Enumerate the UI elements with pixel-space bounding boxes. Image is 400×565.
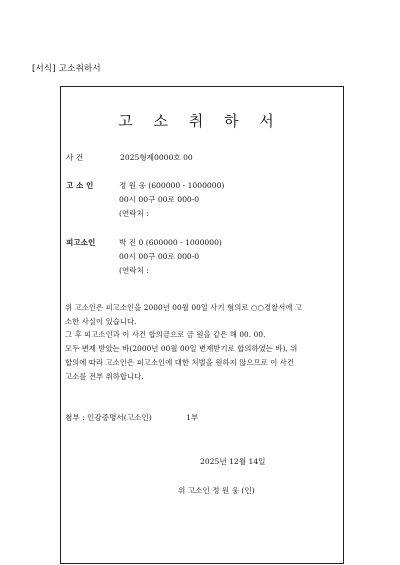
body-line: 모두 변제 받았는 바(2000년 00월 00일 변제받기로 합의하였는 바), 위 xyxy=(65,344,298,354)
body-line: 그 후 피고소인과 이 사건 합의금으로 금 원을 같은 해 00. 00. xyxy=(65,330,266,340)
complainant-name: 정 원 웅 (600000 - 1000000) xyxy=(119,181,225,190)
body-paragraph xyxy=(65,301,337,383)
signature-line: 위 고소인 정 원 웅 (인) xyxy=(178,486,255,495)
case-number: 2025형제0000호 00 xyxy=(120,153,193,162)
accused-contact: (연락처 : xyxy=(119,266,149,275)
document-date: 2025년 12월 14일 xyxy=(200,457,266,466)
complainant-contact: (연락처 : xyxy=(119,209,149,218)
accused-label: 피고소인 xyxy=(66,238,96,247)
body-line: 고소를 전부 취하합니다. xyxy=(65,371,144,381)
document-title: 고 소 취 하 서 xyxy=(118,112,282,130)
case-label: 사 건 xyxy=(66,153,84,162)
accused-name: 박 진 0 (600000 - 1000000) xyxy=(119,238,222,247)
body-line: 합의에 따라 고소인은 피고소인에 대한 처벌을 원하지 않으므로 이 사건 xyxy=(65,357,295,367)
attachment-label: 첨부 : 인감증명서(고소인) xyxy=(65,413,152,422)
attachment-count: 1부 xyxy=(186,413,199,422)
complainant-label: 고 소 인 xyxy=(66,181,94,190)
accused-address: 00시 00구 00로 000-0 xyxy=(119,252,200,261)
form-label: [서식] 고소취하서 xyxy=(32,64,101,74)
body-line: 소한 사실이 있습니다. xyxy=(65,316,137,326)
complainant-address: 00시 00구 00로 000-0 xyxy=(119,195,200,204)
body-line: 위 고소인은 피고소인을 2000년 00월 00일 사기 혐의로 ○○경찰서에 고 xyxy=(65,303,303,312)
